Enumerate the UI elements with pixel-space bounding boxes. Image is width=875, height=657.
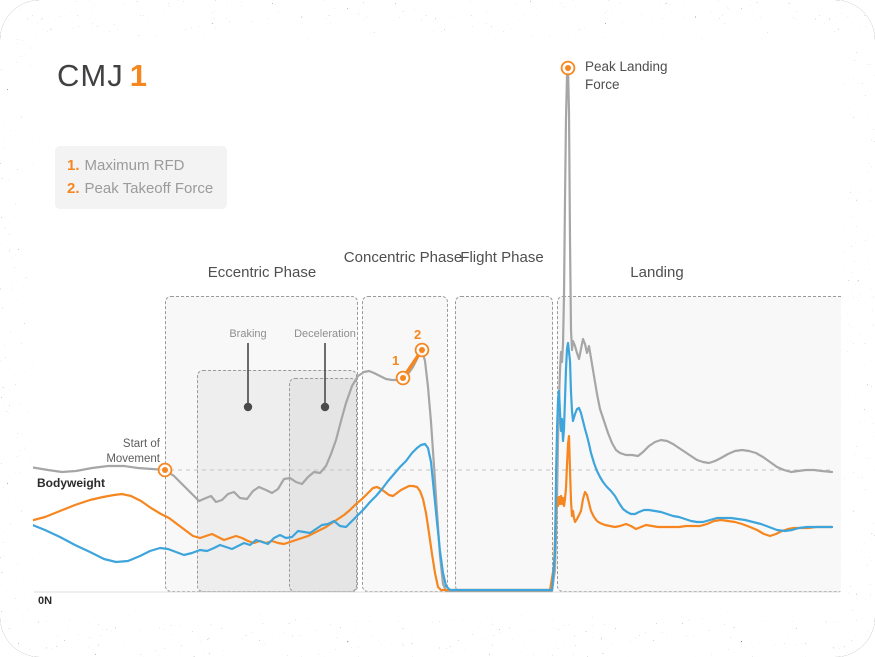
start-of-movement-marker-dot	[162, 467, 168, 473]
total-force-gray-curve	[33, 68, 832, 591]
deceleration-label: Deceleration	[294, 328, 356, 340]
peak-takeoff-force-marker-dot	[419, 347, 425, 353]
legend-item-1-label: Maximum RFD	[84, 157, 185, 174]
braking-label: Braking	[229, 328, 267, 340]
legend-item-2-number: 2.	[67, 180, 80, 197]
report-card	[33, 40, 841, 612]
phase-label-eccentric: Eccentric Phase	[207, 264, 317, 281]
braking-dot	[244, 403, 252, 411]
peak-landing-force-marker-dot	[565, 65, 571, 71]
deceleration-dot	[321, 403, 329, 411]
maximum-rfd-marker-dot	[400, 375, 406, 381]
bodyweight-label: Bodyweight	[37, 476, 105, 490]
start-of-movement-label: Start of Movement	[106, 438, 160, 465]
force-time-chart	[33, 40, 841, 612]
marker-1-label: 1	[392, 353, 400, 368]
phase-label-concentric: Concentric Phase	[343, 249, 463, 266]
legend-item-2-label: Peak Takeoff Force	[84, 180, 214, 197]
phase-label-flight: Flight Phase	[460, 249, 544, 266]
peak-landing-force-label: Peak Landing Force	[585, 59, 668, 92]
title-text: CMJ	[57, 58, 124, 93]
marker-2-label: 2	[414, 327, 422, 342]
phase-label-landing: Landing	[630, 264, 684, 281]
title-number: 1	[129, 58, 147, 93]
legend-item-1-number: 1.	[67, 157, 80, 174]
zero-newtons-label: 0N	[38, 595, 53, 607]
